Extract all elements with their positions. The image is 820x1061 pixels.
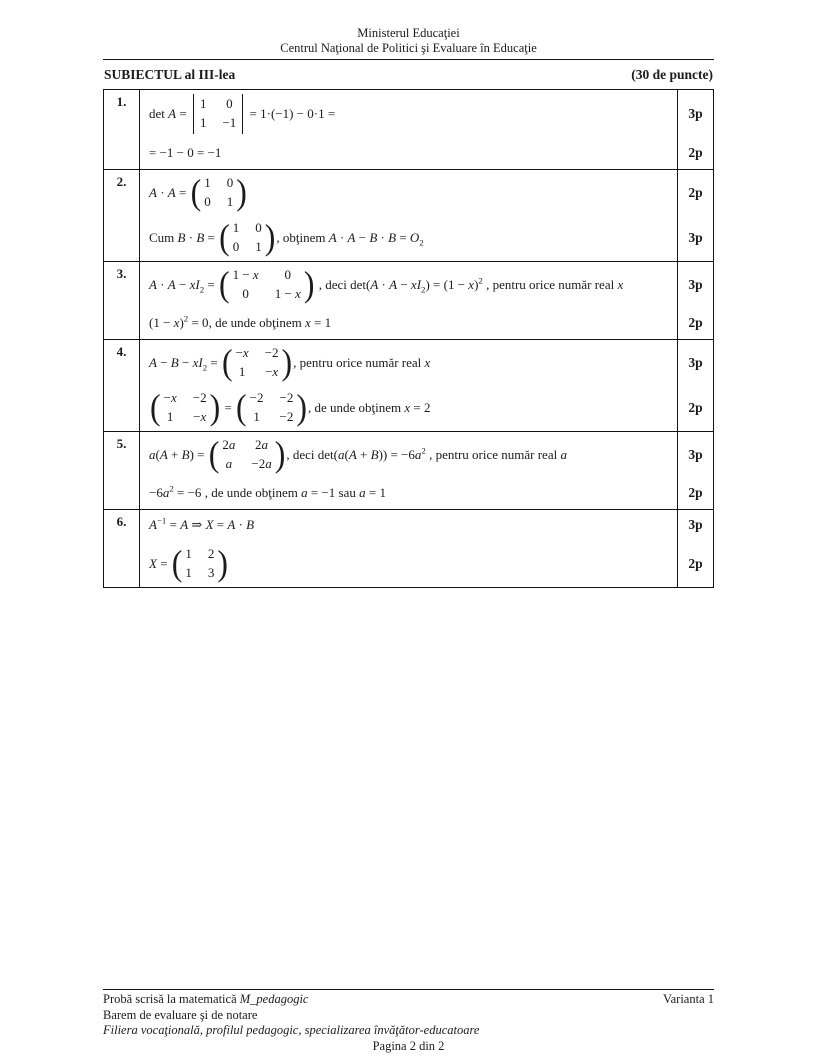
- matrix-cell: 0: [226, 174, 234, 190]
- matrix-cell: 3: [207, 564, 215, 580]
- matrix-paren-left: (: [171, 543, 183, 583]
- formula-math: $A \cdot A - B \cdot B = O_2$: [328, 230, 424, 248]
- formula-text: , obţinem: [276, 230, 329, 246]
- table-row: [104, 90, 713, 169]
- question-number: 5.: [104, 432, 140, 509]
- matrix-cell: −2: [279, 390, 294, 406]
- matrix-cell: −2: [279, 409, 294, 425]
- document-header: [103, 26, 714, 56]
- matrix-cell: 2a: [255, 437, 269, 453]
- formula-math: $-6a^2 = -6$: [149, 483, 202, 501]
- matrix-cell: 0: [284, 267, 292, 283]
- formula-math: A · A =: [149, 184, 190, 200]
- solution-formula: [140, 432, 677, 478]
- formula-math: a(A + B) =: [149, 446, 208, 462]
- matrix: [191, 174, 247, 212]
- question-body: [140, 90, 713, 169]
- matrix-cell: 0: [232, 239, 240, 255]
- matrix-cell: 1: [255, 239, 262, 255]
- matrix-paren-left: (: [190, 172, 202, 212]
- question-number: 3.: [104, 262, 140, 339]
- question-body: [140, 170, 713, 261]
- solution-formula: [140, 510, 677, 541]
- formula-math: x = 2: [404, 400, 431, 416]
- solution-formula: [140, 262, 677, 308]
- subject-points: (30 de puncte): [631, 67, 713, 82]
- formula-math: = 1·(−1) − 0·1 =: [246, 105, 336, 121]
- solution-formula: [140, 385, 677, 431]
- matrix-paren-right: ): [274, 434, 286, 475]
- matrix-paren-left: (: [208, 434, 220, 475]
- matrix-grid: [230, 266, 304, 304]
- matrix-cell: 1: [238, 363, 246, 379]
- formula-text: , deci det: [286, 446, 334, 462]
- points-cell: 2p: [677, 138, 713, 169]
- document-page: [103, 26, 714, 588]
- matrix-cell: 2a: [222, 437, 236, 453]
- matrix: [209, 436, 286, 474]
- formula-text: , de unde obţinem: [201, 485, 302, 501]
- matrix-paren-right: ): [236, 172, 247, 212]
- matrix-cell: 1: [166, 409, 174, 425]
- matrix-cell: 2: [207, 545, 215, 561]
- formula-math: =: [221, 400, 236, 416]
- formula-math: x = 1: [304, 315, 332, 331]
- points-cell: 3p: [677, 510, 713, 541]
- solution-formula: [140, 138, 677, 169]
- formula-text: , de unde obţinem: [208, 315, 305, 331]
- points-cell: 2p: [677, 478, 713, 509]
- table-row: [104, 509, 713, 587]
- formula-text: det: [149, 105, 169, 121]
- formula-math: $A \cdot A - xI_2$ =: [149, 276, 218, 295]
- formula-math: x: [617, 276, 624, 292]
- header-center: Centrul Naţional de Politici şi Evaluare în Educaţie: [280, 41, 537, 55]
- matrix-paren-left: (: [218, 264, 230, 305]
- formula-math: B · B =: [177, 230, 219, 246]
- matrix-cell: −x: [265, 363, 279, 379]
- footer-filiera-line: Filiera vocaţională, profilul pedagogic, specializarea învăţător-educatoare: [103, 1023, 480, 1037]
- matrix-cell: 1 − x: [232, 267, 259, 283]
- points-cell: 3p: [677, 262, 713, 308]
- table-row: [104, 169, 713, 261]
- matrix-paren-right: ): [281, 342, 293, 382]
- footer-barem-line: Barem de evaluare şi de notare: [103, 1007, 258, 1022]
- points-cell: 2p: [677, 385, 713, 431]
- matrix-paren-right: ): [264, 218, 276, 258]
- matrix-cell: 1 − x: [274, 285, 301, 301]
- formula-text: Cum: [149, 230, 178, 246]
- formula-text: , pentru orice număr real: [425, 446, 561, 462]
- formula-text: , pentru orice număr real: [293, 354, 425, 370]
- matrix-cell: −2: [264, 344, 279, 360]
- matrix-grid: [247, 389, 297, 427]
- solution-formula: [140, 541, 677, 587]
- question-number: 1.: [104, 90, 140, 169]
- formula-text: sau: [335, 485, 360, 501]
- matrix-cell: −2a: [251, 455, 272, 471]
- footer-exam-line: [103, 992, 308, 1008]
- formula-math: X =: [149, 555, 171, 571]
- solution-formula: [140, 90, 677, 138]
- table-row: [104, 431, 713, 509]
- points-cell: 2p: [677, 170, 713, 216]
- matrix-cell: 1: [226, 193, 234, 209]
- matrix-grid: [161, 389, 210, 427]
- matrix: [219, 266, 314, 304]
- matrix-grid: [233, 344, 282, 382]
- matrix-grid: [193, 94, 243, 134]
- matrix: [219, 219, 275, 257]
- matrix-cell: 0: [255, 220, 262, 236]
- formula-text: , pentru orice număr real: [482, 276, 618, 292]
- matrix-paren-right: ): [217, 543, 229, 583]
- document-footer: [103, 989, 714, 1054]
- matrix-cell: −2: [192, 390, 207, 406]
- matrix-paren-left: (: [236, 388, 247, 428]
- matrix: [191, 94, 245, 134]
- formula-math: $(a(A + B)) = -6a^2$: [333, 445, 426, 462]
- matrix-cell: 1: [253, 409, 260, 425]
- points-cell: 3p: [677, 215, 713, 261]
- solution-formula: [140, 340, 677, 386]
- matrix-cell: 1: [185, 564, 192, 580]
- formula-math: a: [560, 446, 567, 462]
- formula-math: A =: [168, 105, 190, 121]
- matrix-grid: [219, 436, 274, 474]
- matrix-cell: −x: [163, 390, 177, 406]
- question-number: 4.: [104, 340, 140, 431]
- footer-row: [103, 992, 714, 1008]
- points-cell: 3p: [677, 432, 713, 478]
- matrix-paren-left: (: [150, 388, 161, 428]
- header-ministry: Ministerul Educaţiei: [357, 26, 460, 40]
- question-number: 6.: [104, 510, 140, 587]
- formula-math: x: [424, 354, 431, 370]
- formula-math: $(A \cdot A - xI_2) = (1 - x)^2$: [365, 275, 483, 295]
- matrix-paren-left: (: [221, 342, 233, 382]
- matrix-cell: 1: [199, 96, 207, 111]
- formula-math: $(1 - x)^2 = 0$: [149, 313, 209, 331]
- matrix-cell: a: [225, 455, 233, 471]
- matrix-cell: −x: [193, 409, 207, 425]
- footer-exam-text: Probă scrisă la matematică: [103, 992, 240, 1006]
- question-body: [140, 432, 713, 509]
- points-cell: 3p: [677, 90, 713, 138]
- formula-text: , deci det: [315, 276, 366, 292]
- points-cell: 3p: [677, 340, 713, 386]
- matrix: [150, 389, 220, 427]
- formula-math: a = −1: [301, 485, 336, 501]
- table-row: [104, 339, 713, 431]
- formula-text: , de unde obţinem: [307, 400, 405, 416]
- solution-formula: [140, 215, 677, 261]
- formula-math: = −1 − 0 = −1: [149, 145, 222, 161]
- solution-formula: [140, 478, 677, 509]
- points-cell: 2p: [677, 308, 713, 339]
- question-body: [140, 340, 713, 431]
- formula-math: $A^{-1} = A$ ⇒ X = A · B: [149, 515, 255, 533]
- table-row: [104, 261, 713, 339]
- footer-page-number: Pagina 2 din 2: [372, 1038, 445, 1053]
- solution-formula: [140, 170, 677, 216]
- barem-table: [103, 89, 714, 588]
- matrix-paren-right: ): [303, 264, 315, 305]
- footer-variant: Varianta 1: [662, 992, 714, 1006]
- footer-exam-subject: M_pedagogic: [239, 992, 309, 1006]
- matrix: [172, 545, 228, 583]
- question-number: 2.: [104, 170, 140, 261]
- matrix-cell: −2: [249, 390, 264, 406]
- matrix-cell: 0: [204, 193, 211, 209]
- subject-heading: [103, 60, 714, 89]
- matrix-cell: 0: [242, 285, 249, 301]
- matrix-cell: 1: [185, 545, 192, 561]
- matrix-grid: [230, 219, 265, 257]
- matrix-grid: [201, 174, 236, 212]
- matrix-cell: 1: [204, 174, 211, 190]
- matrix-cell: 1: [199, 114, 207, 130]
- matrix-paren-left: (: [219, 218, 230, 258]
- matrix-cell: −x: [235, 344, 249, 360]
- matrix-paren-right: ): [296, 388, 307, 428]
- matrix-cell: 0: [226, 96, 233, 111]
- matrix: [222, 344, 292, 382]
- formula-math: a = 1: [359, 485, 386, 501]
- formula-math: $A - B - xI_2$ =: [149, 354, 221, 373]
- matrix-grid: [182, 545, 217, 583]
- matrix: [236, 389, 307, 427]
- matrix-cell: −1: [222, 114, 237, 130]
- matrix-paren-right: ): [209, 388, 221, 428]
- matrix-cell: 1: [232, 220, 240, 236]
- subject-title: SUBIECTUL al III-lea: [104, 67, 236, 82]
- question-body: [140, 262, 713, 339]
- question-body: [140, 510, 713, 587]
- points-cell: 2p: [677, 541, 713, 587]
- solution-formula: [140, 308, 677, 339]
